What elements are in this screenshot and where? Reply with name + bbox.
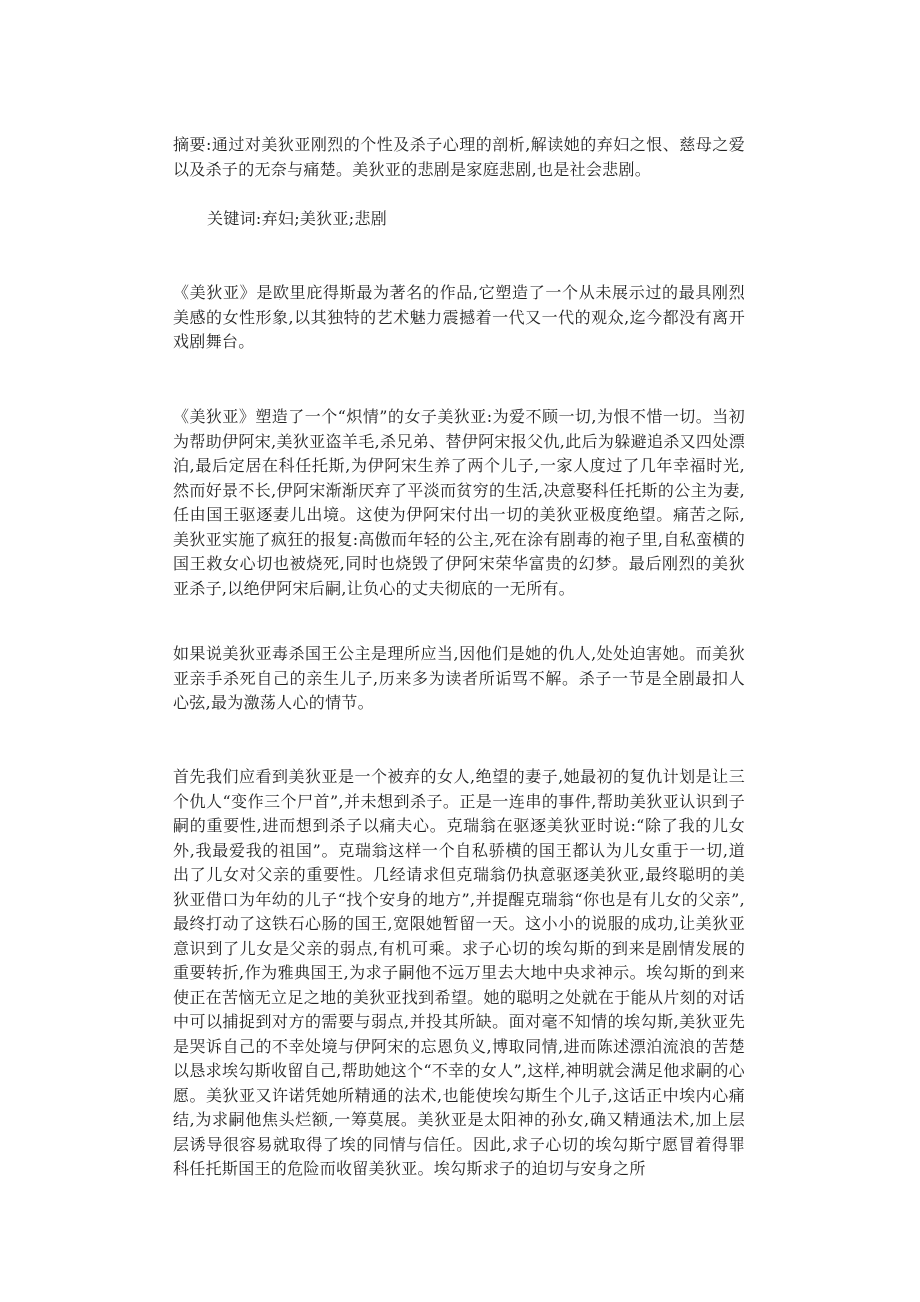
body-paragraph-1: 《美狄亚》是欧里庇得斯最为著名的作品,它塑造了一个从未展示过的最具刚烈美感的女性形象,以其独特的艺术魅力震撼着一代又一代的观众,迄今都没有离开戏剧舞台。 [173, 283, 745, 351]
body-paragraph-4: 首先我们应看到美狄亚是一个被弃的女人,绝望的妻子,她最初的复仇计划是让三个仇人“变作三个尸首”,并未想到杀子。正是一连串的事件,帮助美狄亚认识到子嗣的重要性,进而想到杀子以痛夫心。克瑞翁在驱逐美狄亚时说:“除了我的儿女外,我最爱我的祖国”。克瑞翁这样一个自私骄横的国王都认为儿女重于一切,道出了儿女对父亲的重要性。几经请求但克瑞翁仍执意驱逐美狄亚,最终聪明的美狄亚借口为年幼的儿子“找个安身的地方”,并提醒克瑞翁“你也是有儿女的父亲”,最终打动了这铁石心肠的国王,宽限她暂留一天。这小小的说服的成功,让美狄亚意识到了儿女是父亲的弱点,有机可乘。求子心切的埃勾斯的到来是剧情发展的重要转折,作为雅典国王,为求子嗣他不远万里去大地中央求神示。埃勾斯的到来使正在苦恼无立足之地的美狄亚找到希望。她的聪明之处就在于能从片刻的对话中可以捕捉到对方的需要与弱点,并投其所缺。面对毫不知情的埃勾斯,美狄亚先是哭诉自己的不幸处境与伊阿宋的忘恩负义,博取同情,进而陈述漂泊流浪的苦楚以恳求埃勾斯收留自己,帮助她这个“不幸的女人”,这样,神明就会满足他求嗣的心愿。美狄亚又许诺凭她所精通的法术,也能使埃勾斯生个儿子,这话正中埃内心痛结,为求嗣他焦头烂额,一筹莫展。美狄亚是太阳神的孙女,确又精通法术,加上层层诱导很容易就取得了埃的同情与信任。因此,求子心切的埃勾斯宁愿冒着得罪科任托斯国王的危险而收留美狄亚。埃勾斯求子的迫切与安身之所 [173, 767, 745, 1178]
keywords-line: 关键词:弃妇;美狄亚;悲剧 [207, 209, 388, 228]
body-paragraph-3: 如果说美狄亚毒杀国王公主是理所应当,因他们是她的仇人,处处迫害她。而美狄亚亲手杀死自己的亲生儿子,历来多为读者所诟骂不解。杀子一节是全剧最扣人心弦,最为激荡人心的情节。 [173, 644, 745, 712]
body-paragraph-2: 《美狄亚》塑造了一个“炽情”的女子美狄亚:为爱不顾一切,为恨不惜一切。当初为帮助伊阿宋,美狄亚盗羊毛,杀兄弟、替伊阿宋报父仇,此后为躲避追杀又四处漂泊,最后定居在科任托斯,为伊阿宋生养了两个儿子,一家人度过了几年幸福时光,然而好景不长,伊阿宋渐渐厌弃了平淡而贫穷的生活,决意娶科任托斯的公主为妻,任由国王驱逐妻儿出境。这使为伊阿宋付出一切的美狄亚极度绝望。痛苦之际,美狄亚实施了疯狂的报复:高傲而年轻的公主,死在涂有剧毒的袍子里,自私蛮横的国王救女心切也被烧死,同时也烧毁了伊阿宋荣华富贵的幻梦。最后刚烈的美狄亚杀子,以绝伊阿宋后嗣,让负心的丈夫彻底的一无所有。 [173, 407, 745, 598]
abstract-paragraph: 摘要:通过对美狄亚刚烈的个性及杀子心理的剖析,解读她的弃妇之恨、慈母之爱以及杀子的无奈与痛楚。美狄亚的悲剧是家庭悲剧,也是社会悲剧。 [173, 135, 745, 179]
